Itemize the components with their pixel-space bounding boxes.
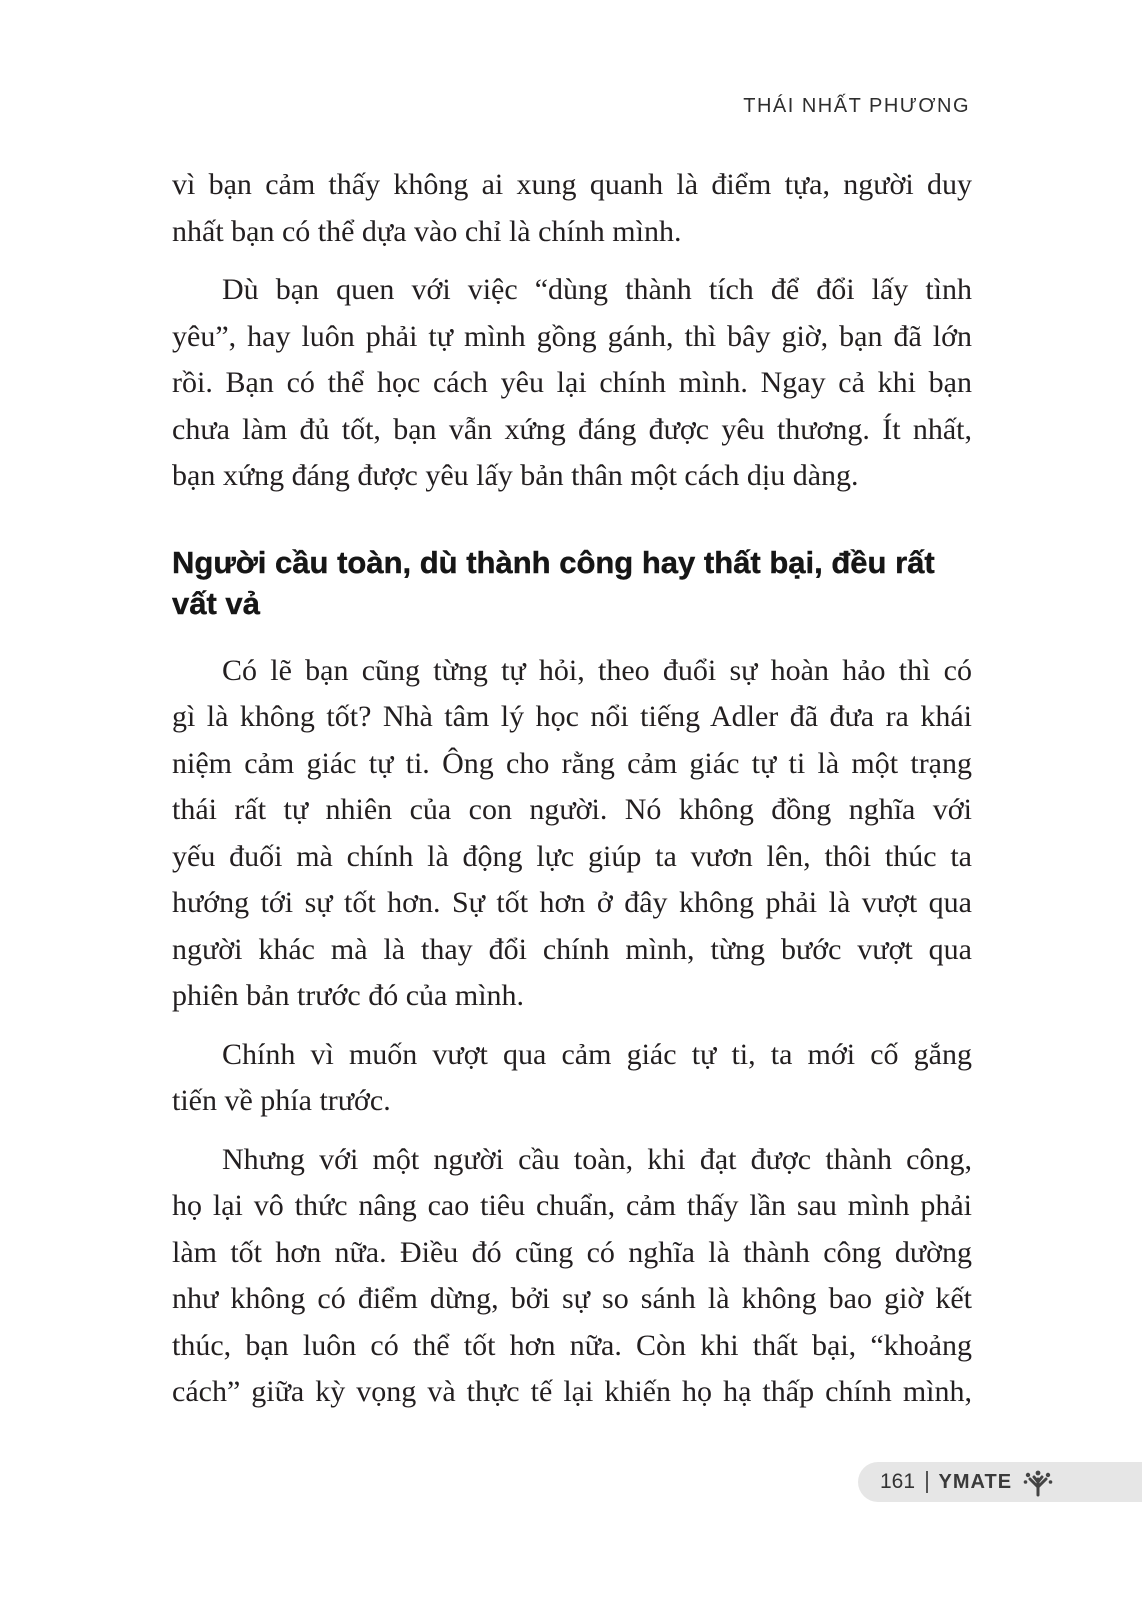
heading-line: vất vả [172,585,260,621]
body-text [172,162,972,1416]
text-line: chưa làm đủ tốt, bạn vẫn xứng đáng được yêu thương. Ít nhất, [172,412,972,446]
paragraph [172,648,972,1020]
text-line: làm tốt hơn nữa. Điều đó cũng có nghĩa là thành công dường [172,1235,972,1269]
paragraph [172,162,972,255]
text-line: Chính vì muốn vượt qua cảm giác tự ti, ta mới cố gắng [222,1037,972,1071]
text-line: bạn xứng đáng được yêu lấy bản thân một cách dịu dàng. [172,459,859,492]
text-line: thái rất tự nhiên của con người. Nó không đồng nghĩa với [172,793,972,826]
ymate-logo-icon [1022,1466,1054,1498]
text-line: họ lại vô thức nâng cao tiêu chuẩn, cảm thấy lần sau mình phải [172,1189,972,1222]
text-line: hướng tới sự tốt hơn. Sự tốt hơn ở đây không phải là vượt qua [172,886,972,919]
text-line: rồi. Bạn có thể học cách yêu lại chính mình. Ngay cả khi bạn [172,366,972,399]
text-line: yếu đuối mà chính là động lực giúp ta vươn lên, thôi thúc ta [172,839,972,873]
paragraph [172,267,972,500]
text-line: thúc, bạn luôn có thể tốt hơn nữa. Còn khi thất bại, “khoảng [172,1328,972,1362]
running-header: THÁI NHẤT PHƯƠNG [743,95,970,117]
section-heading [172,542,972,624]
text-line: yêu”, hay luôn phải tự mình gồng gánh, thì bây giờ, bạn đã lớn [172,319,972,353]
paragraph [172,1032,972,1125]
page-number: 161 [880,1470,916,1493]
publisher-name: YMATE [938,1471,1013,1493]
text-line: cách” giữa kỳ vọng và thực tế lại khiến họ hạ thấp chính mình, [172,1375,972,1408]
heading-line: Người cầu toàn, dù thành công hay thất bại, đều rất [172,544,935,580]
text-line: niệm cảm giác tự ti. Ông cho rằng cảm giác tự ti là một trạng [172,746,972,780]
text-line: Có lẽ bạn cũng từng tự hỏi, theo đuổi sự hoàn hảo thì có [222,653,972,687]
paragraph [172,1137,972,1416]
text-line: như không có điểm dừng, bởi sự so sánh là không bao giờ kết [172,1282,972,1315]
text-line: Nhưng với một người cầu toàn, khi đạt được thành công, [222,1142,972,1176]
text-line: gì là không tốt? Nhà tâm lý học nổi tiếng Adler đã đưa ra khái [172,700,972,733]
footer-divider [926,1471,928,1493]
text-line: tiến về phía trước. [172,1084,391,1117]
text-line: người khác mà là thay đổi chính mình, từng bước vượt qua [172,932,972,966]
text-line: nhất bạn có thể dựa vào chỉ là chính mình. [172,214,682,248]
page-footer-tab [858,1462,1142,1502]
text-line: vì bạn cảm thấy không ai xung quanh là điểm tựa, người duy [172,168,972,201]
text-line: phiên bản trước đó của mình. [172,979,525,1012]
text-line: Dù bạn quen với việc “dùng thành tích để đổi lấy tình [222,273,972,306]
